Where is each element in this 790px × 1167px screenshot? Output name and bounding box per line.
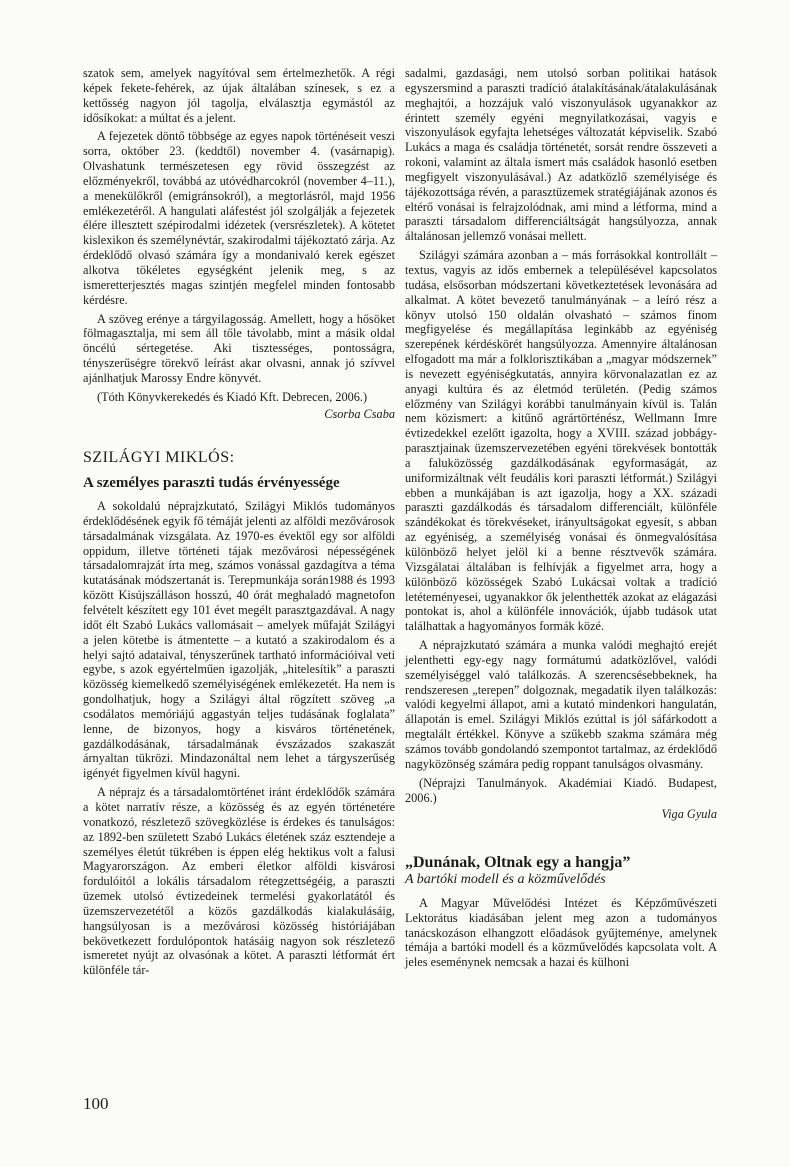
- author-signature: Viga Gyula: [661, 807, 717, 822]
- publication-info: (Néprajzi Tanulmányok. Akadémiai Kiadó. Budapest, 2006.): [405, 775, 717, 805]
- body-paragraph: sadalmi, gazdasági, nem utolsó sorban politikai hatások egyszersmind a paraszti tradíció átalakításának/átalakulásának meghajtói, a hozzájuk való viszonyulások ugyanakkor az érintett személy egyéni megnyilatkozásai, vagyis e viszonyulások egyfajta lehetséges változatát képviselik. Szabó Lukács a maga és családja történetét, sorsát rendre összeveti a rokoni, valamint az általa ismert más családok hasonló esetben megfigyelt viszonyulásával.) Az adatközlő személyisége és tájékozottsága révén, a parasztüzemek stratégiájának azonos és eltérő vonásai is felrajzolódnak, ami mind a létforma, mind a paraszti társadalom differenciáltságát hangsúlyozza, annak általánosan jellemző vonásai mellett.: [405, 66, 717, 244]
- body-paragraph: A Magyar Művelődési Intézet és Képzőművészeti Lektorátus kiadásában jelent meg azon a tudományos tanácskozáson elhangzott előadások gyűjteménye, amelynek témája a bartóki modell és a közművelődés kapcsolata volt. A jeles eseménynek nemcsak a hazai és külhoni: [405, 895, 717, 970]
- body-paragraph: A néprajzkutató számára a munka valódi meghajtó erejét jelenthetti egy-egy nagy formátumú adatközlővel, valódi személyiséggel való találkozás. A szerencsésebbeknek, ha rendszeresen „terepen” dolgoznak, megadatik ilyen találkozás: valódi kegyelmi állapot, ami a kutató mindenkori hangulatán, állapotán is emel. Szilágyi Miklós ezúttal is jól sáfárkodott a megtalált értékkel. Könyve a szűkebb szakma számára még számos tovább gondolandó szempontot tartalmaz, az érdeklődő nagyközönség számára pedig roppant tanulságos olvasmány.: [405, 638, 717, 771]
- review-title: A személyes paraszti tudás érvényessége: [83, 475, 340, 492]
- author-signature: Csorba Csaba: [324, 406, 395, 421]
- review-title: „Dunának, Oltnak egy a hangja”: [405, 854, 631, 872]
- publication-info: (Tóth Könyvkerekedés és Kiadó Kft. Debrecen, 2006.): [97, 389, 368, 404]
- review-author-heading: SZILÁGYI MIKLÓS:: [83, 449, 235, 467]
- page-number: 100: [83, 1094, 109, 1113]
- right-column: [405, 66, 717, 970]
- review-subtitle: A bartóki modell és a közművelődés: [405, 872, 606, 888]
- body-paragraph: A szöveg erénye a tárgyilagosság. Amellett, hogy a hősöket fölmagasztalja, mi sem áll tőle távolabb, mint a másik oldal öncélú sértegetése. Aki tisztességes, pontosságra, tényszerűségre törekvő leírást akar olvasni, annak jó szívvel ajánlhatjuk Marossy Endre könyvét.: [83, 311, 395, 385]
- body-paragraph: szatok sem, amelyek nagyítóval sem értelmezhetők. A régi képek fekete-fehérek, az újak általában színesek, s ez a kettősség nagyon jól tagolja, elválasztja egymástól az idősíkokat: a múltat és a jelent.: [83, 66, 395, 125]
- body-paragraph: A fejezetek döntő többsége az egyes napok történéseit veszi sorra, október 23. (keddtől) november 4. (vasárnapig). Olvashatunk természetesen egy rövid összegzést az előzményekről, továbbá az utóvédharcokról (november 4–11.), a menekülőkről (emigránsokról), a megtorlásról, majd 1956 emlékezetéről. A hangulati aláfestést jól szolgálják a fejezetek élére illesztett szépirodalmi idézetek (versrészletek). A kötetet kislexikon és személynévtár, szakirodalmi tájékoztató zárja. Az érdeklődő olvasó számára így a mondanivaló kerek egészet alkotva tökéletes egységként jelenik meg, s az ismeretterjesztés magas szintjén megfelel minden fontosabb kérdésre.: [83, 129, 395, 307]
- body-paragraph: A néprajz és a társadalomtörténet iránt érdeklődők számára a kötet narratív része, a közösség és az egyén történetére vonatkozó, részletező szövegközlése is érdekes és tanulságos: az 1892-ben született Szabó Lukács életének száz esztendeje a személyes életút tükrében is éppen elég hektikus volt a falusi Magyarországon. Az emberi életkor alföldi kisvárosi fordulóitól a lokális társadalom rétegzettségéig, a paraszti üzemek utolsó évtizedeinek termelési gyakorlatától és üzemszervezetétől a közös gazdálkodás kialakulásáig, hangsúlyosan is a mezővárosi közösség históriájában bekövetkezett fordulópontok hatásáig nagyon sok részletező ismeretet nyújt az olvasónak a kötet. A paraszti létformát ért különféle tár-: [83, 785, 395, 978]
- body-paragraph: A sokoldalú néprajzkutató, Szilágyi Miklós tudományos érdeklődésének egyik fő témáját jelenti az alföldi mezővárosok társadalmának vizsgálata. Az 1970-es évektől egy sor alföldi oppidum, illetve történeti tájak mezővárosi népességének társadalomrajzát írta meg, számos vonással gazdagítva a téma kutatásának módszertanát is. Terepmunkája során1988 és 1993 között Kisújszálláson hosszú, 40 órát meghaladó magnetofon felvételt készített egy 101 évet megélt parasztgazdával. A nagy időt élt Szabó Lukács vallomásait – amelyek műfaját Szilágyi a jelen kötetbe is átmentette – a kutató a szakirodalom és a helyi sajtó adataival, tényszerűnek tartható információival veti egybe, s azok egyértelműen igazolják, „hitelesítik” a paraszti közösség kiemelkedő személyiségének emlékezetét. Ha nem is gondolhatjuk, hogy a Szilágyi által rögzített szöveg „a csodálatos memóriájú aggastyán teljes tudásának foglalata” lenne, de bizonyos, hogy a kisváros történetének, gazdálkodásának, társadalmának évszázados szakaszát árnyaltan tükrözi. Mindazonáltal nem lehet a tárgyszerűség igényét figyelmen kívül hagyni.: [83, 499, 395, 781]
- left-column: [83, 66, 395, 978]
- body-paragraph: Szilágyi számára azonban a – más forrásokkal kontrollált – textus, vagyis az idős embernek a településével kapcsolatos tudása, elsősorban módszertani következtetések levonására ad alkalmat. A kötet bevezető tanulmányának – a leíró rész a könyv utolsó 150 oldalán olvasható – számos finom megfigyelése és megállapítása leginkább az egyéniség szerepének kérdéskörét hangsúlyozza. Amennyire általánosan elfogadott ma már a folklorisztikában a „magyar módszernek” is nevezett egyéniségkutatás, annyira körvonalazatlan ez az anyagi kultúra és az életmód területén. (Pedig számos előzmény van Szilágyi korábbi tanulmányain kívül is. Talán nem közismert: a kitűnő agrártörténész, Wellmann Imre évtizedekkel ezelőtt igazolta, hogy a XVIII. század jobbágy-parasztjainak üzemszervezetében egyéni törekvések bontották a faluközösség gazdálkodásának egyformaságát, az uniformizáltnak vélt feudális kori paraszti létformát.) Szilágyi ebben a munkájában is azt igazolja, hogy a XX. századi paraszti gazdálkodás és társadalom differenciált, különféle szándékokat és törekvéseket, irányultságokat egyesít, s abban az egyéniség, a személyiség vonásai és önmegvalósítása különböző helyet jelöl ki a benne résztvevők számára. Vizsgálatai általában is felhívják a figyelmet arra, hogy a különböző közösségek Szabó Lukácsai voltak a tradíció letéteményesei, ugyanakkor ők jelenthették azokat az elágazási pontokat is, ahol a különféle innovációk, újabb tudások utat találhattak a hagyományos formák közé.: [405, 248, 717, 634]
